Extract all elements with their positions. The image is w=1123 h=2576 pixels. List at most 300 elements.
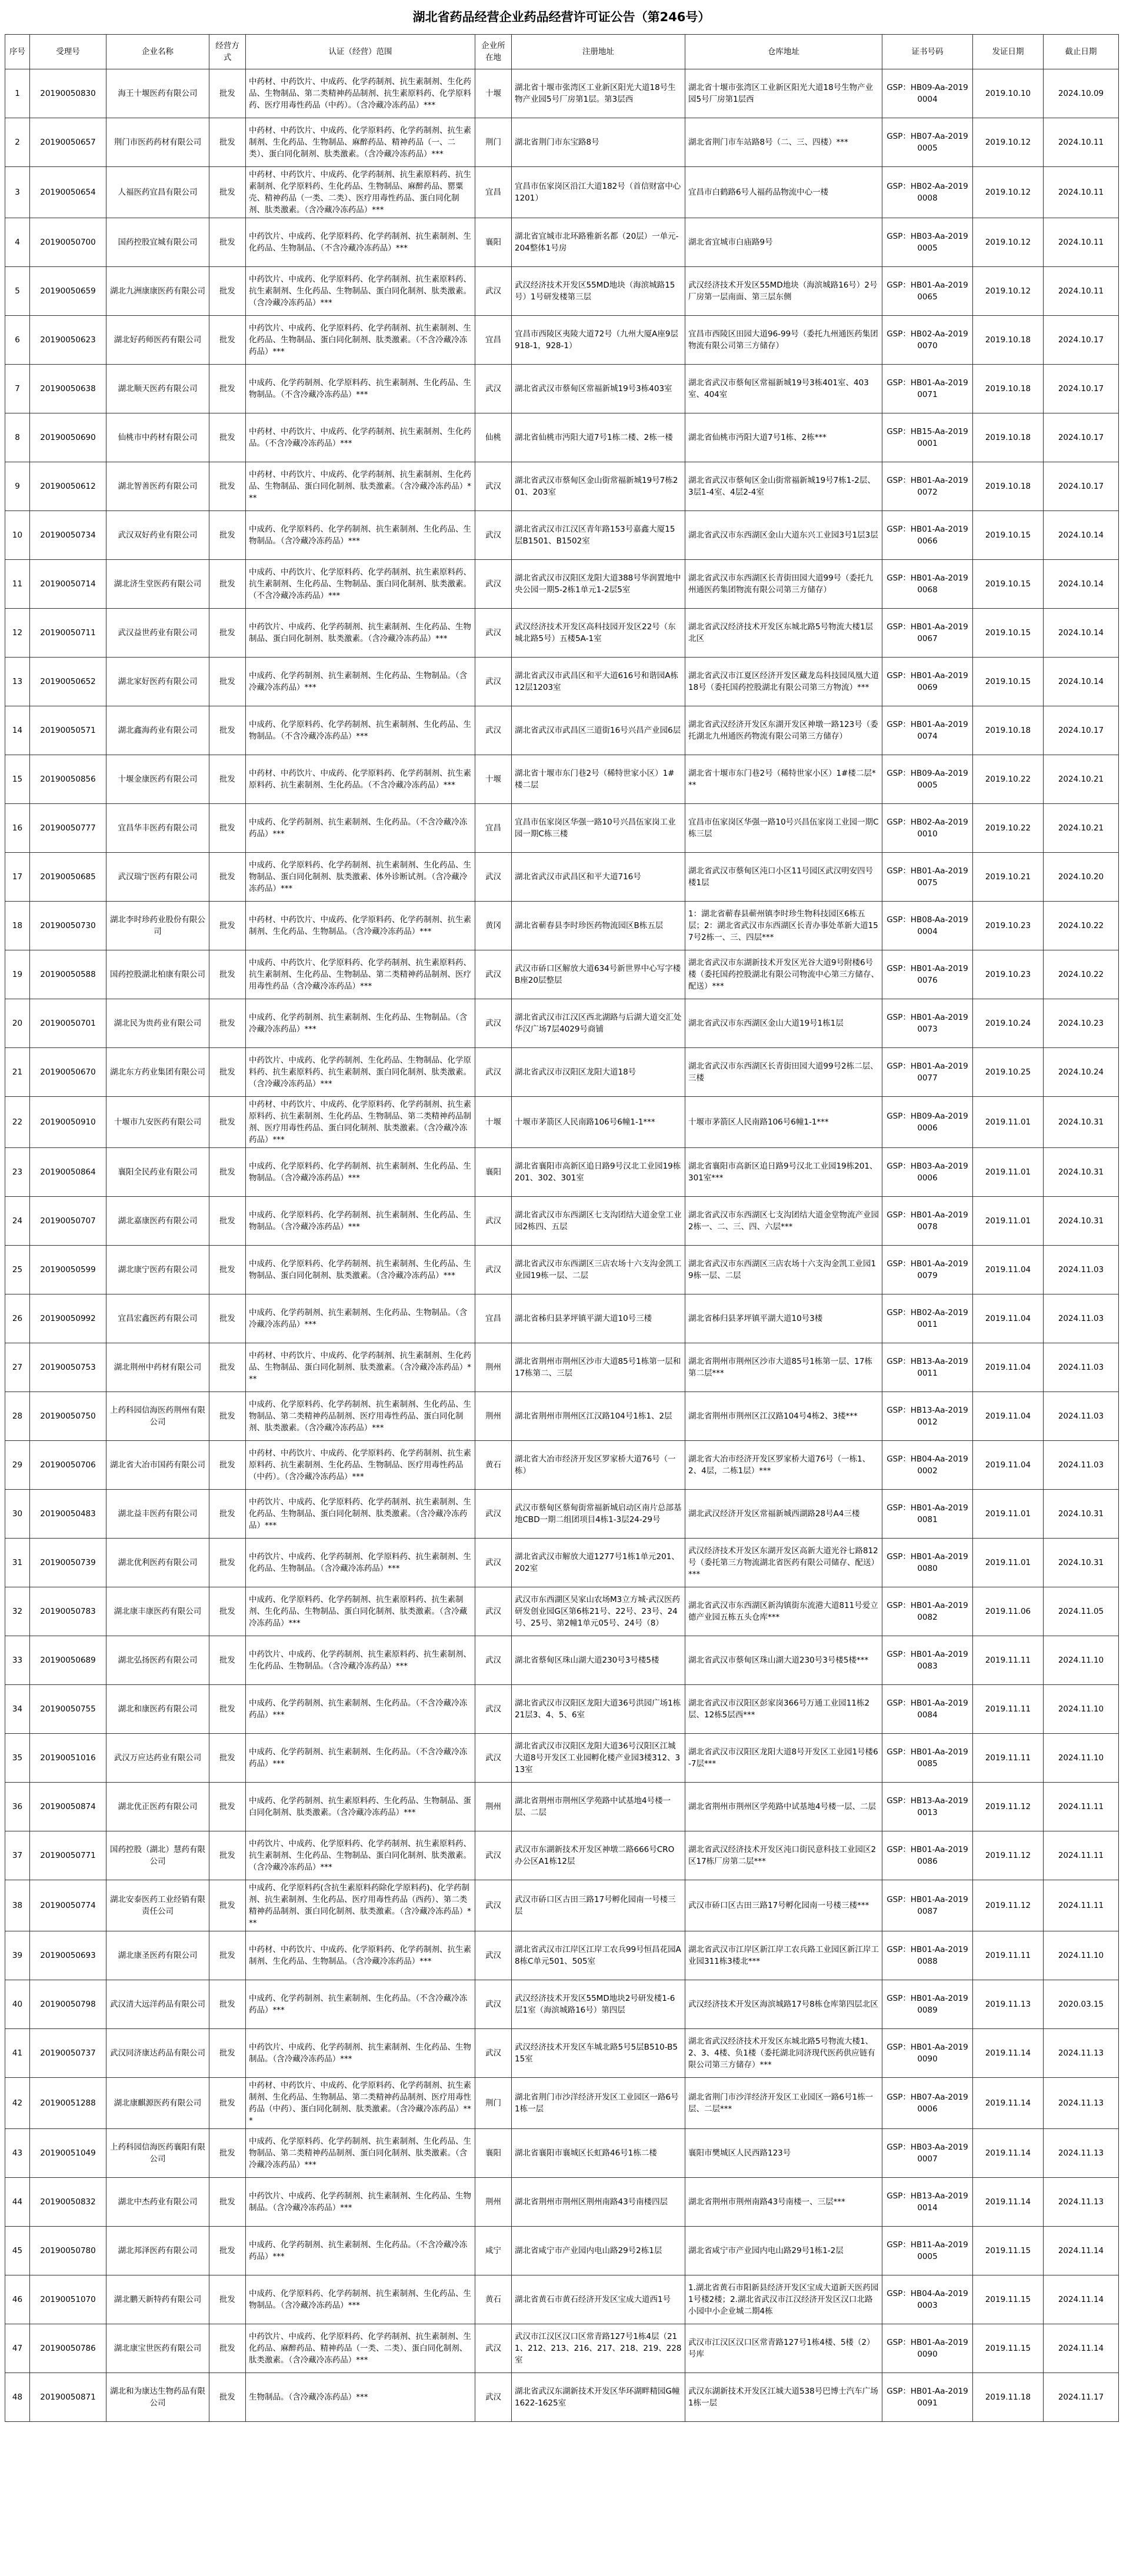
cell-certificate-no: GSP：HB02-Aa-20190008 [882,167,973,218]
cell-index: 12 [5,609,30,658]
cell-business-scope: 中药材、中药饮片、中成药、化学药制剂、抗生素原料药、抗生素制剂、化学原料药、生化药品、生物制品、麻醉药品、罂粟壳、精神药品（一类、二类）、医疗用毒性药品、蛋白同化制剂、肽类激素。（含冷藏冷冻药品）*** [246,167,475,218]
cell-registered-address: 宜昌市西陵区夷陵大道72号（九州大厦A座9层918-1，928-1） [512,316,685,365]
cell-expiry-date: 2024.10.09 [1044,69,1119,118]
cell-acceptance-no: 20190050659 [30,267,106,316]
cell-warehouse-address: 湖北省咸宁市产业园内电山路29号1栋1-2层 [685,2227,882,2275]
cell-location: 武汉 [475,853,512,902]
cell-acceptance-no: 20190050701 [30,999,106,1048]
cell-warehouse-address: 武汉经济技术开发区55MD地块（海滨城路16号）2号厂房第一层南面、第三层东侧 [685,267,882,316]
cell-issue-date: 2019.10.23 [973,950,1044,999]
cell-warehouse-address: 湖北省荆州市荆州南路43号南楼一、三层*** [685,2178,882,2227]
cell-location: 襄阳 [475,1148,512,1197]
cell-company-name: 湖北中杰药业有限公司 [106,2178,209,2227]
cell-location: 武汉 [475,1880,512,1931]
cell-warehouse-address: 湖北省襄阳市高新区追日路9号汉北工业园19栋201、301室*** [685,1148,882,1197]
cell-certificate-no: GSP：HB01-Aa-20190083 [882,1636,973,1685]
cell-certificate-no: GSP：HB01-Aa-20190088 [882,1931,973,1980]
cell-location: 黄冈 [475,902,512,950]
cell-index: 35 [5,1734,30,1783]
cell-index: 8 [5,413,30,462]
table-row [5,1294,1119,1343]
cell-issue-date: 2019.10.12 [973,218,1044,267]
cell-expiry-date: 2024.11.03 [1044,1343,1119,1392]
cell-location: 咸宁 [475,2227,512,2275]
cell-warehouse-address: 湖北省武汉市江夏区经济开发区藏龙岛科技园凤凰大道18号（委托国药控股湖北有限公司第三方物流）*** [685,658,882,706]
table-row [5,511,1119,560]
cell-index: 23 [5,1148,30,1197]
cell-registered-address: 湖北省荆州市荆州区学苑路中试基地4号楼一层、二层 [512,1783,685,1831]
cell-business-mode: 批发 [209,902,246,950]
cell-issue-date: 2019.10.25 [973,1048,1044,1097]
cell-index: 43 [5,2129,30,2178]
cell-registered-address: 湖北省荆州市荆州区沙市大道85号1栋第一层和17栋第二、三层 [512,1343,685,1392]
cell-location: 武汉 [475,267,512,316]
table-row [5,706,1119,755]
table-row [5,2275,1119,2324]
cell-certificate-no: GSP：HB03-Aa-20190007 [882,2129,973,2178]
cell-index: 34 [5,1685,30,1734]
cell-expiry-date: 2024.11.14 [1044,2324,1119,2373]
cell-expiry-date: 2024.10.14 [1044,609,1119,658]
cell-business-scope: 中药材、中药饮片、中成药、化学药制剂、抗生素制剂、生化药品、生物制品、蛋白同化制剂、肽类激素。（含冷藏冷冻药品）*** [246,1343,475,1392]
cell-business-scope: 中药材、中药饮片、中成药、化学原料药、化学药制剂、抗生素原料药、抗生素制剂、生化药品、生物制品、第二类精神药品制剂、医疗用毒性药品、蛋白同化制剂、肽类激素。（含冷藏冷冻药品）*** [246,1097,475,1148]
cell-company-name: 湖北鑫海药业有限公司 [106,706,209,755]
cell-expiry-date: 2024.10.17 [1044,462,1119,511]
cell-issue-date: 2019.11.12 [973,1880,1044,1931]
cell-index: 30 [5,1490,30,1539]
cell-registered-address: 十堰市茅箭区人民南路106号6幢1-1*** [512,1097,685,1148]
cell-issue-date: 2019.11.11 [973,1734,1044,1783]
cell-registered-address: 武汉市硚口区古田三路17号孵化园南一号楼三层 [512,1880,685,1931]
cell-business-mode: 批发 [209,999,246,1048]
cell-company-name: 荆门市医药药材有限公司 [106,118,209,167]
cell-company-name: 湖北弘扬医药有限公司 [106,1636,209,1685]
cell-location: 武汉 [475,999,512,1048]
table-row [5,267,1119,316]
cell-acceptance-no: 20190050690 [30,413,106,462]
table-row [5,1831,1119,1880]
cell-company-name: 武汉益世药业有限公司 [106,609,209,658]
cell-registered-address: 湖北省荆州市荆州区江汉路104号1栋1、2层 [512,1392,685,1441]
cell-expiry-date: 2024.11.11 [1044,1880,1119,1931]
cell-location: 武汉 [475,560,512,609]
cell-acceptance-no: 20190050856 [30,755,106,804]
cell-location: 武汉 [475,1539,512,1587]
cell-business-scope: 中药饮片、中成药、化学原料药、化学药制剂、抗生素制剂、生化药品、生物制品、蛋白同化制剂、肽类激素。（不含冷藏冷冻药品）*** [246,316,475,365]
cell-registered-address: 湖北省荆门市沙洋经济开发区工业园区一路6号1栋一层 [512,2078,685,2129]
cell-business-mode: 批发 [209,267,246,316]
cell-expiry-date: 2024.10.17 [1044,413,1119,462]
cell-index: 27 [5,1343,30,1392]
cell-location: 武汉 [475,1197,512,1246]
cell-index: 36 [5,1783,30,1831]
cell-issue-date: 2019.11.14 [973,2078,1044,2129]
cell-registered-address: 武汉市东西湖区吴家山农场M3立方城·武汉医药研发创业园G区第6栋21号、22号、23号、24号、25号、第2幢1单元05号、24号（8） [512,1587,685,1636]
table-row [5,2029,1119,2078]
cell-company-name: 湖北东方药业集团有限公司 [106,1048,209,1097]
cell-certificate-no: GSP：HB01-Aa-20190076 [882,950,973,999]
cell-acceptance-no: 20190050737 [30,2029,106,2078]
cell-location: 武汉 [475,462,512,511]
cell-warehouse-address: 湖北省大冶市经济开发区罗家桥大道76号（一栋1、2、4层，二栋1层）*** [685,1441,882,1490]
cell-expiry-date: 2024.11.10 [1044,1734,1119,1783]
cell-location: 武汉 [475,1587,512,1636]
cell-expiry-date: 2024.10.14 [1044,511,1119,560]
table-row [5,853,1119,902]
cell-warehouse-address: 武汉东湖新技术开发区江城大道538号巴博士汽车广场1栋一层 [685,2373,882,2422]
cell-expiry-date: 2024.10.11 [1044,218,1119,267]
cell-certificate-no: GSP：HB07-Aa-20190005 [882,118,973,167]
cell-certificate-no: GSP：HB01-Aa-20190090 [882,2029,973,2078]
cell-expiry-date: 2024.11.14 [1044,2275,1119,2324]
cell-business-scope: 中成药、化学药制剂、化学原料药、抗生素制剂、生化药品、生物制品。（不含冷藏冷冻药品）*** [246,365,475,413]
cell-business-mode: 批发 [209,706,246,755]
cell-expiry-date: 2024.11.13 [1044,2178,1119,2227]
table-row [5,1587,1119,1636]
header-location: 企业所在地 [475,35,512,69]
cell-location: 武汉 [475,1685,512,1734]
cell-business-mode: 批发 [209,560,246,609]
cell-business-scope: 中药饮片、中成药、化学原料药、化学药制剂、抗生素制剂、生化药品、生物制品、（不含冷藏冷冻药品）*** [246,218,475,267]
cell-location: 武汉 [475,950,512,999]
cell-business-mode: 批发 [209,2178,246,2227]
cell-registered-address: 武汉市硚口区解放大道634号新世界中心写字楼B座20层整层 [512,950,685,999]
cell-business-mode: 批发 [209,511,246,560]
cell-company-name: 湖北康宁医药有限公司 [106,1246,209,1294]
cell-certificate-no: GSP：HB09-Aa-20190004 [882,69,973,118]
cell-company-name: 上药科园信海医药荆州有限公司 [106,1392,209,1441]
cell-expiry-date: 2024.11.17 [1044,2373,1119,2422]
cell-issue-date: 2019.10.18 [973,316,1044,365]
cell-acceptance-no: 20190050700 [30,218,106,267]
cell-business-mode: 批发 [209,609,246,658]
cell-registered-address: 湖北省武汉市江汉区青年路153号嘉鑫大厦15层B1501、B1502室 [512,511,685,560]
cell-expiry-date: 2024.10.17 [1044,316,1119,365]
cell-index: 2 [5,118,30,167]
cell-acceptance-no: 20190050711 [30,609,106,658]
cell-business-mode: 批发 [209,1685,246,1734]
cell-certificate-no: GSP：HB01-Aa-20190086 [882,1831,973,1880]
cell-registered-address: 湖北省荆州市荆州区荆州南路43号南楼四层 [512,2178,685,2227]
cell-warehouse-address: 宜昌市西陵区田园大道96-99号（委托九州通医药集团物流有限公司第三方储存） [685,316,882,365]
cell-registered-address: 湖北省武汉市东西湖区三店农场十六支沟金凯工业园19栋一层、二层 [512,1246,685,1294]
table-row [5,804,1119,853]
cell-business-scope: 中成药、化学原料药、化学药制剂、抗生素制剂、生化药品、生物制品。（含冷藏冷冻药品）*** [246,1148,475,1197]
cell-certificate-no: GSP：HB01-Aa-20190066 [882,511,973,560]
cell-location: 宜昌 [475,316,512,365]
cell-company-name: 武汉同济康达药品有限公司 [106,2029,209,2078]
cell-expiry-date: 2024.11.13 [1044,2078,1119,2129]
cell-location: 十堰 [475,1097,512,1148]
table-row [5,1246,1119,1294]
cell-business-mode: 批发 [209,1783,246,1831]
table-row [5,1197,1119,1246]
cell-warehouse-address: 十堰市茅箭区人民南路106号6幢1-1*** [685,1097,882,1148]
cell-acceptance-no: 20190050780 [30,2227,106,2275]
cell-index: 1 [5,69,30,118]
cell-location: 十堰 [475,69,512,118]
cell-location: 武汉 [475,1831,512,1880]
cell-warehouse-address: 宜昌市白鹤路6号人福药品物流中心一楼 [685,167,882,218]
cell-registered-address: 武汉经济技术开发区高科技园开发区22号（东城北路5号）五楼5A-1室 [512,609,685,658]
cell-business-mode: 批发 [209,1097,246,1148]
cell-certificate-no: GSP：HB01-Aa-20190067 [882,609,973,658]
cell-business-mode: 批发 [209,1197,246,1246]
cell-warehouse-address: 武汉经济技术开发区东湖开发区高新大道光谷七路812号（委托第三方物流湖北省医药有限公司储存、配送）*** [685,1539,882,1587]
cell-index: 42 [5,2078,30,2129]
cell-warehouse-address: 武汉市江汉区汉口区常青路127号1栋4楼、5楼（2）号库 [685,2324,882,2373]
cell-acceptance-no: 20190051070 [30,2275,106,2324]
cell-expiry-date: 2024.10.22 [1044,902,1119,950]
cell-business-scope: 中药饮片、中成药、化学药制剂、生化药品、生物制品、化学原料药、抗生素原料药、抗生素制剂、蛋白同化制剂、肽类激素。（含冷藏冷冻药品）*** [246,1048,475,1097]
cell-business-mode: 批发 [209,755,246,804]
cell-index: 16 [5,804,30,853]
cell-index: 9 [5,462,30,511]
cell-issue-date: 2019.11.11 [973,1685,1044,1734]
cell-certificate-no: GSP：HB04-Aa-20190003 [882,2275,973,2324]
cell-warehouse-address: 襄阳市樊城区人民西路123号 [685,2129,882,2178]
cell-acceptance-no: 20190051016 [30,1734,106,1783]
cell-business-scope: 中成药、化学药制剂、抗生素制剂、生化药品、生物制品。（含冷藏冷冻药品）*** [246,658,475,706]
cell-company-name: 湖北好药师医药有限公司 [106,316,209,365]
cell-acceptance-no: 20190050689 [30,1636,106,1685]
cell-expiry-date: 2024.10.23 [1044,999,1119,1048]
cell-company-name: 襄阳全民药业有限公司 [106,1148,209,1197]
cell-location: 十堰 [475,755,512,804]
cell-location: 宜昌 [475,167,512,218]
cell-acceptance-no: 20190050571 [30,706,106,755]
cell-acceptance-no: 20190050777 [30,804,106,853]
cell-business-scope: 中药材、中药饮片、中成药、化学原料药、化学药制剂、抗生素制剂、生化药品、生物制品。（含冷藏冷冻药品）*** [246,1931,475,1980]
cell-acceptance-no: 20190050798 [30,1980,106,2029]
cell-warehouse-address: 湖北省武汉市东西湖区三店农场十六支沟金凯工业园19栋一层、二层 [685,1246,882,1294]
cell-business-scope: 中成药、化学药制剂、抗生素制剂、生化药品、生物制品。（含冷藏冷冻药品）*** [246,1294,475,1343]
cell-warehouse-address: 湖北省武汉市蔡甸区金山街常福新城19号7栋1-2层、3层1-4室、4层2-4室 [685,462,882,511]
cell-certificate-no: GSP：HB07-Aa-20190006 [882,2078,973,2129]
cell-business-mode: 批发 [209,1441,246,1490]
cell-registered-address: 湖北省武汉市武昌区和平大道616号和谐园A栋12层1203室 [512,658,685,706]
cell-warehouse-address: 湖北省武汉经济技术开发区东城北路5号物流大楼1、2、3、4楼、负1楼（委托湖北同济现代医药供应链有限公司第三方储存）*** [685,2029,882,2078]
cell-location: 武汉 [475,1636,512,1685]
cell-company-name: 湖北智善医药有限公司 [106,462,209,511]
cell-expiry-date: 2024.10.31 [1044,1197,1119,1246]
cell-warehouse-address: 湖北武汉经济开发区常福新城西湖路28号A4三楼 [685,1490,882,1539]
cell-company-name: 国药控股宜城有限公司 [106,218,209,267]
cell-business-scope: 中药材、中药饮片、中成药、化学药制剂、抗生素制剂、生化药品、生物制品、第二类精神药品制剂、抗生素原料药、化学原料药、医疗用毒性药品（中药）。（含冷藏冷冻药品）*** [246,69,475,118]
cell-acceptance-no: 20190050734 [30,511,106,560]
cell-index: 47 [5,2324,30,2373]
cell-business-mode: 批发 [209,2129,246,2178]
cell-expiry-date: 2024.11.11 [1044,1783,1119,1831]
cell-company-name: 国药控股（湖北）慧药有限公司 [106,1831,209,1880]
cell-business-mode: 批发 [209,2078,246,2129]
cell-company-name: 湖北和为康达生物药品有限公司 [106,2373,209,2422]
table-row [5,1931,1119,1980]
cell-certificate-no: GSP：HB01-Aa-20190078 [882,1197,973,1246]
cell-location: 宜昌 [475,1294,512,1343]
cell-warehouse-address: 湖北省武汉市东西湖区长青街田园大道99号（委托九州通医药集团物流有限公司第三方储存） [685,560,882,609]
cell-warehouse-address: 湖北省武汉市汉阳区彭家岗366号万通工业园11栋2层、12栋5层西*** [685,1685,882,1734]
cell-company-name: 湖北康圣医药有限公司 [106,1931,209,1980]
cell-company-name: 湖北九洲康康医药有限公司 [106,267,209,316]
cell-registered-address: 武汉市江汉区汉口区常青路127号1栋4层（211、212、213、216、217、218、219、228室 [512,2324,685,2373]
table-row [5,218,1119,267]
table-row [5,2324,1119,2373]
cell-index: 44 [5,2178,30,2227]
cell-issue-date: 2019.10.23 [973,902,1044,950]
cell-warehouse-address: 湖北省武汉市汉阳区龙阳大道8号开发区工业园1号楼6-7层*** [685,1734,882,1783]
cell-registered-address: 湖北省武汉市武昌区三道街16号兴昌产业园6层 [512,706,685,755]
cell-company-name: 湖北顺天医药有限公司 [106,365,209,413]
cell-issue-date: 2019.11.13 [973,1980,1044,2029]
cell-location: 黄石 [475,1441,512,1490]
cell-index: 7 [5,365,30,413]
table-row [5,755,1119,804]
cell-business-scope: 中药饮片、中成药、化学药制剂、抗生素制剂、生化药品、生物制品、蛋白同化制剂、肽类激素。（含冷藏冷冻药品）*** [246,609,475,658]
cell-location: 武汉 [475,1734,512,1783]
table-row [5,1636,1119,1685]
cell-index: 41 [5,2029,30,2078]
cell-business-scope: 中成药、化学原料药、化学药制剂、抗生素制剂、生化药品、生物制品、蛋白同化制剂、肽类激素。（含冷藏冷冻药品）*** [246,1246,475,1294]
cell-business-mode: 批发 [209,316,246,365]
cell-expiry-date: 2024.11.10 [1044,1931,1119,1980]
cell-registered-address: 湖北省宜城市北环路雅新名都（20层）一单元-204整体1号房 [512,218,685,267]
cell-company-name: 湖北邦泽医药有限公司 [106,2227,209,2275]
cell-index: 21 [5,1048,30,1097]
page-title: 湖北省药品经营企业药品经营许可证公告（第246号） [412,10,711,24]
cell-warehouse-address: 湖北省十堰市张湾区工业新区阳光大道18号生物产业园5号厂房第1层西 [685,69,882,118]
cell-issue-date: 2019.11.11 [973,1636,1044,1685]
cell-issue-date: 2019.11.15 [973,2227,1044,2275]
table-row [5,1343,1119,1392]
table-row [5,2373,1119,2422]
cell-registered-address: 湖北省黄石市黄石经济开发区宝成大道西1号 [512,2275,685,2324]
cell-index: 26 [5,1294,30,1343]
cell-business-scope: 中成药、化学药制剂、抗生素原料药、生化药品、生物制品、蛋白同化制剂、肽类激素。（含冷藏冷冻药品）*** [246,1783,475,1831]
cell-business-mode: 批发 [209,365,246,413]
cell-registered-address: 武汉经济技术开发区55MD地块（海滨城路15号）1号研发楼第三层 [512,267,685,316]
table-row [5,462,1119,511]
cell-location: 武汉 [475,511,512,560]
cell-company-name: 湖北家好医药有限公司 [106,658,209,706]
cell-business-mode: 批发 [209,1831,246,1880]
cell-business-mode: 批发 [209,118,246,167]
cell-certificate-no: GSP：HB01-Aa-20190074 [882,706,973,755]
cell-certificate-no: GSP：HB09-Aa-20190006 [882,1097,973,1148]
cell-business-mode: 批发 [209,1392,246,1441]
cell-business-mode: 批发 [209,1148,246,1197]
cell-registered-address: 湖北省咸宁市产业园内电山路29号2栋1层 [512,2227,685,2275]
cell-business-scope: 中药材、中药饮片、中成药、化学原料药、化学药制剂、抗生素制剂、生化药品、生物制品。（含冷藏冷冻药品）*** [246,902,475,950]
cell-certificate-no: GSP：HB02-Aa-20190010 [882,804,973,853]
cell-certificate-no: GSP：HB01-Aa-20190087 [882,1880,973,1931]
cell-business-scope: 中成药、化学药制剂、抗生素制剂、生化药品。（不含冷藏冷冻药品）*** [246,1980,475,2029]
cell-issue-date: 2019.10.18 [973,413,1044,462]
cell-warehouse-address: 湖北省荆门市车站路8号（二、三、四楼）*** [685,118,882,167]
cell-company-name: 湖北民为贵药业有限公司 [106,999,209,1048]
cell-index: 20 [5,999,30,1048]
cell-business-scope: 中成药、化学原料药、化学药制剂、抗生素制剂、生化药品、生物制品。（含冷藏冷冻药品）*** [246,2275,475,2324]
cell-index: 31 [5,1539,30,1587]
table-row [5,2129,1119,2178]
cell-warehouse-address: 湖北省武汉市蔡甸区沌口小区11号园区武汉明安四号楼1层 [685,853,882,902]
table-row [5,1980,1119,2029]
cell-location: 武汉 [475,609,512,658]
cell-index: 40 [5,1980,30,2029]
cell-business-scope: 中药材、中药饮片、中成药、化学原料药、化学药制剂、抗生素原料药、抗生素制剂、生化药品、生物制品、医疗用毒性药品（中药）。（含冷藏冷冻药品）*** [246,1441,475,1490]
cell-certificate-no: GSP：HB01-Aa-20190068 [882,560,973,609]
cell-issue-date: 2019.10.12 [973,267,1044,316]
cell-location: 襄阳 [475,218,512,267]
header-acceptance-no: 受理号 [30,35,106,69]
cell-company-name: 湖北优利医药有限公司 [106,1539,209,1587]
cell-business-mode: 批发 [209,1246,246,1294]
cell-acceptance-no: 20190051288 [30,2078,106,2129]
table-row [5,658,1119,706]
cell-expiry-date: 2024.10.11 [1044,167,1119,218]
cell-warehouse-address: 湖北省武汉市江岸区新江岸工农兵路工业园区新江岸工业园311栋3楼北*** [685,1931,882,1980]
cell-registered-address: 武汉经济技术开发区车城北路5号5层B510-B515室 [512,2029,685,2078]
cell-acceptance-no: 20190050654 [30,167,106,218]
cell-issue-date: 2019.11.01 [973,1097,1044,1148]
cell-business-mode: 批发 [209,167,246,218]
cell-index: 32 [5,1587,30,1636]
cell-expiry-date: 2024.10.21 [1044,804,1119,853]
cell-issue-date: 2019.10.18 [973,462,1044,511]
cell-certificate-no: GSP：HB15-Aa-20190001 [882,413,973,462]
cell-index: 11 [5,560,30,609]
cell-company-name: 仙桃市中药材有限公司 [106,413,209,462]
cell-business-scope: 中药饮片、中成药、化学原料药、化学药制剂、抗生素制剂、生化药品、麻醉药品、精神药品（一类、二类）、蛋白同化制剂、肽类激素。（含冷藏冷冻药品）*** [246,2324,475,2373]
cell-registered-address: 湖北省蔡甸区珠山湖大道230号3号楼5楼 [512,1636,685,1685]
table-row [5,609,1119,658]
cell-issue-date: 2019.11.01 [973,1197,1044,1246]
cell-registered-address: 湖北省蕲春县李时珍医药物流园区B栋五层 [512,902,685,950]
cell-business-mode: 批发 [209,804,246,853]
cell-issue-date: 2019.11.14 [973,2029,1044,2078]
cell-registered-address: 湖北省秭归县茅坪镇平湖大道10号三楼 [512,1294,685,1343]
cell-certificate-no: GSP：HB02-Aa-20190011 [882,1294,973,1343]
cell-issue-date: 2019.11.04 [973,1343,1044,1392]
header-certificate-no: 证书号码 [882,35,973,69]
cell-company-name: 上药科园信海医药襄阳有限公司 [106,2129,209,2178]
cell-certificate-no: GSP：HB02-Aa-20190070 [882,316,973,365]
cell-expiry-date: 2024.11.13 [1044,2129,1119,2178]
cell-issue-date: 2019.10.15 [973,609,1044,658]
cell-expiry-date: 2024.10.31 [1044,1148,1119,1197]
cell-index: 28 [5,1392,30,1441]
cell-index: 25 [5,1246,30,1294]
cell-index: 17 [5,853,30,902]
table-row [5,1097,1119,1148]
cell-acceptance-no: 20190050623 [30,316,106,365]
cell-acceptance-no: 20190050612 [30,462,106,511]
cell-business-mode: 批发 [209,2227,246,2275]
cell-company-name: 武汉双好药业有限公司 [106,511,209,560]
cell-issue-date: 2019.11.18 [973,2373,1044,2422]
cell-certificate-no: GSP：HB13-Aa-20190014 [882,2178,973,2227]
header-business-mode: 经营方式 [209,35,246,69]
cell-business-scope: 中成药、化学药制剂、抗生素制剂、生化药品。（不含冷藏冷冻药品）*** [246,1734,475,1783]
table-row [5,69,1119,118]
cell-expiry-date: 2024.11.10 [1044,1685,1119,1734]
cell-issue-date: 2019.10.12 [973,118,1044,167]
cell-registered-address: 湖北省仙桃市沔阳大道7号1栋二楼、2栋一楼 [512,413,685,462]
cell-certificate-no: GSP：HB01-Aa-20190089 [882,1980,973,2029]
cell-business-scope: 中成药、化学药制剂、抗生素制剂、生化药品、生物制品。（含冷藏冷冻药品）*** [246,999,475,1048]
cell-business-mode: 批发 [209,1636,246,1685]
cell-issue-date: 2019.10.15 [973,658,1044,706]
